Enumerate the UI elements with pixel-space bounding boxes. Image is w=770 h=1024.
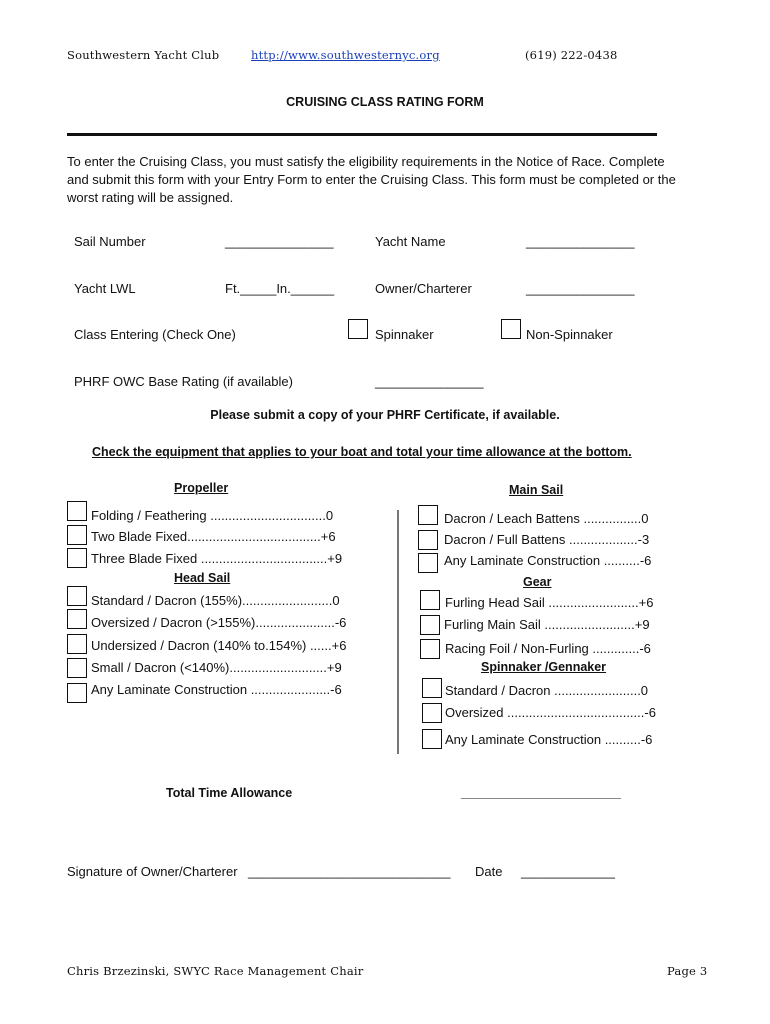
title-divider (67, 133, 657, 136)
main-sail-full-battens-checkbox[interactable] (418, 530, 438, 550)
gear-furling-main-checkbox[interactable] (420, 615, 440, 635)
propeller-three-blade-label: Three Blade Fixed ...................................+9 (91, 551, 343, 566)
footer-author: Chris Brzezinski, SWYC Race Management Chair (67, 964, 364, 978)
spinnaker-laminate-label: Any Laminate Construction ..........-6 (445, 732, 653, 747)
head-sail-heading: Head Sail (174, 571, 231, 585)
non-spinnaker-checkbox[interactable] (501, 319, 521, 339)
spinnaker-laminate-checkbox[interactable] (422, 729, 442, 749)
propeller-heading: Propeller (174, 481, 229, 495)
main-sail-leach-label: Dacron / Leach Battens ................0 (444, 511, 649, 526)
spinnaker-option-label: Spinnaker (375, 327, 434, 342)
head-sail-undersized-label: Undersized / Dacron (140% to.154%) ......+6 (91, 638, 347, 653)
main-sail-full-battens-label: Dacron / Full Battens ...................-3 (444, 532, 650, 547)
gear-furling-head-checkbox[interactable] (420, 590, 440, 610)
phone-number: (619) 222-0438 (525, 48, 618, 62)
head-sail-small-label: Small / Dacron (<140%)...........................+9 (91, 660, 342, 675)
gear-racing-foil-label: Racing Foil / Non-Furling .............-6 (445, 641, 651, 656)
sail-number-label: Sail Number (74, 234, 146, 249)
main-sail-laminate-checkbox[interactable] (418, 553, 438, 573)
propeller-folding-checkbox[interactable] (67, 501, 87, 521)
owner-charterer-field[interactable]: _______________ (526, 281, 635, 296)
head-sail-laminate-label: Any Laminate Construction ......................-6 (91, 682, 342, 697)
spinnaker-standard-label: Standard / Dacron ........................0 (445, 683, 649, 698)
total-time-allowance-field[interactable]: _______________________ (461, 786, 621, 800)
signature-label: Signature of Owner/Charterer (67, 864, 238, 879)
main-sail-heading: Main Sail (509, 483, 564, 497)
propeller-two-blade-label: Two Blade Fixed.....................................+6 (91, 529, 336, 544)
club-website-link[interactable]: http://www.southwesternyc.org (251, 48, 440, 62)
main-sail-laminate-label: Any Laminate Construction ..........-6 (444, 553, 652, 568)
signature-field[interactable]: ____________________________ (248, 864, 451, 879)
spinnaker-oversized-checkbox[interactable] (422, 703, 442, 723)
column-divider (397, 510, 399, 754)
head-sail-oversized-checkbox[interactable] (67, 609, 87, 629)
head-sail-oversized-label: Oversized / Dacron (>155%)......................-6 (91, 615, 347, 630)
equipment-instructions: Check the equipment that applies to your boat and total your time allowance at the bottom. (92, 445, 632, 459)
phrf-rating-field[interactable]: _______________ (375, 374, 484, 389)
gear-furling-head-label: Furling Head Sail .........................+6 (445, 595, 654, 610)
head-sail-small-checkbox[interactable] (67, 658, 87, 678)
gear-furling-main-label: Furling Main Sail .........................+9 (444, 617, 650, 632)
date-label: Date (475, 864, 503, 879)
head-sail-undersized-checkbox[interactable] (67, 634, 87, 654)
propeller-folding-label: Folding / Feathering ................................0 (91, 508, 334, 523)
gear-heading: Gear (523, 575, 552, 589)
yacht-name-field[interactable]: _______________ (526, 234, 635, 249)
page-number: Page 3 (667, 964, 708, 978)
gear-racing-foil-checkbox[interactable] (420, 639, 440, 659)
intro-paragraph: To enter the Cruising Class, you must satisfy the eligibility requirements in the Notice of Race. Complete and submit this form with your Entry Form to enter the Cruising Class. This form must be completed or the worst rating will be assigned. (67, 154, 676, 205)
spinnaker-gennaker-heading: Spinnaker /Gennaker (481, 660, 607, 674)
form-title: CRUISING CLASS RATING FORM (286, 95, 484, 109)
head-sail-standard-label: Standard / Dacron (155%).........................0 (91, 593, 340, 608)
yacht-name-label: Yacht Name (375, 234, 446, 249)
propeller-three-blade-checkbox[interactable] (67, 548, 87, 568)
main-sail-leach-checkbox[interactable] (418, 505, 438, 525)
date-field[interactable]: _____________ (521, 864, 615, 879)
owner-charterer-label: Owner/Charterer (375, 281, 472, 296)
org-name: Southwestern Yacht Club (67, 48, 220, 62)
total-time-allowance-label: Total Time Allowance (166, 786, 293, 800)
spinnaker-standard-checkbox[interactable] (422, 678, 442, 698)
spinnaker-checkbox[interactable] (348, 319, 368, 339)
phrf-rating-label: PHRF OWC Base Rating (if available) (74, 374, 293, 389)
phrf-certificate-note: Please submit a copy of your PHRF Certificate, if available. (210, 408, 560, 422)
sail-number-field[interactable]: _______________ (225, 234, 334, 249)
spinnaker-oversized-label: Oversized ......................................-6 (445, 705, 656, 720)
class-entering-label: Class Entering (Check One) (74, 327, 236, 342)
yacht-lwl-label: Yacht LWL (74, 281, 136, 296)
head-sail-laminate-checkbox[interactable] (67, 683, 87, 703)
propeller-two-blade-checkbox[interactable] (67, 525, 87, 545)
yacht-lwl-field[interactable]: Ft._____In.______ (225, 281, 335, 296)
non-spinnaker-option-label: Non-Spinnaker (526, 327, 613, 342)
head-sail-standard-checkbox[interactable] (67, 586, 87, 606)
